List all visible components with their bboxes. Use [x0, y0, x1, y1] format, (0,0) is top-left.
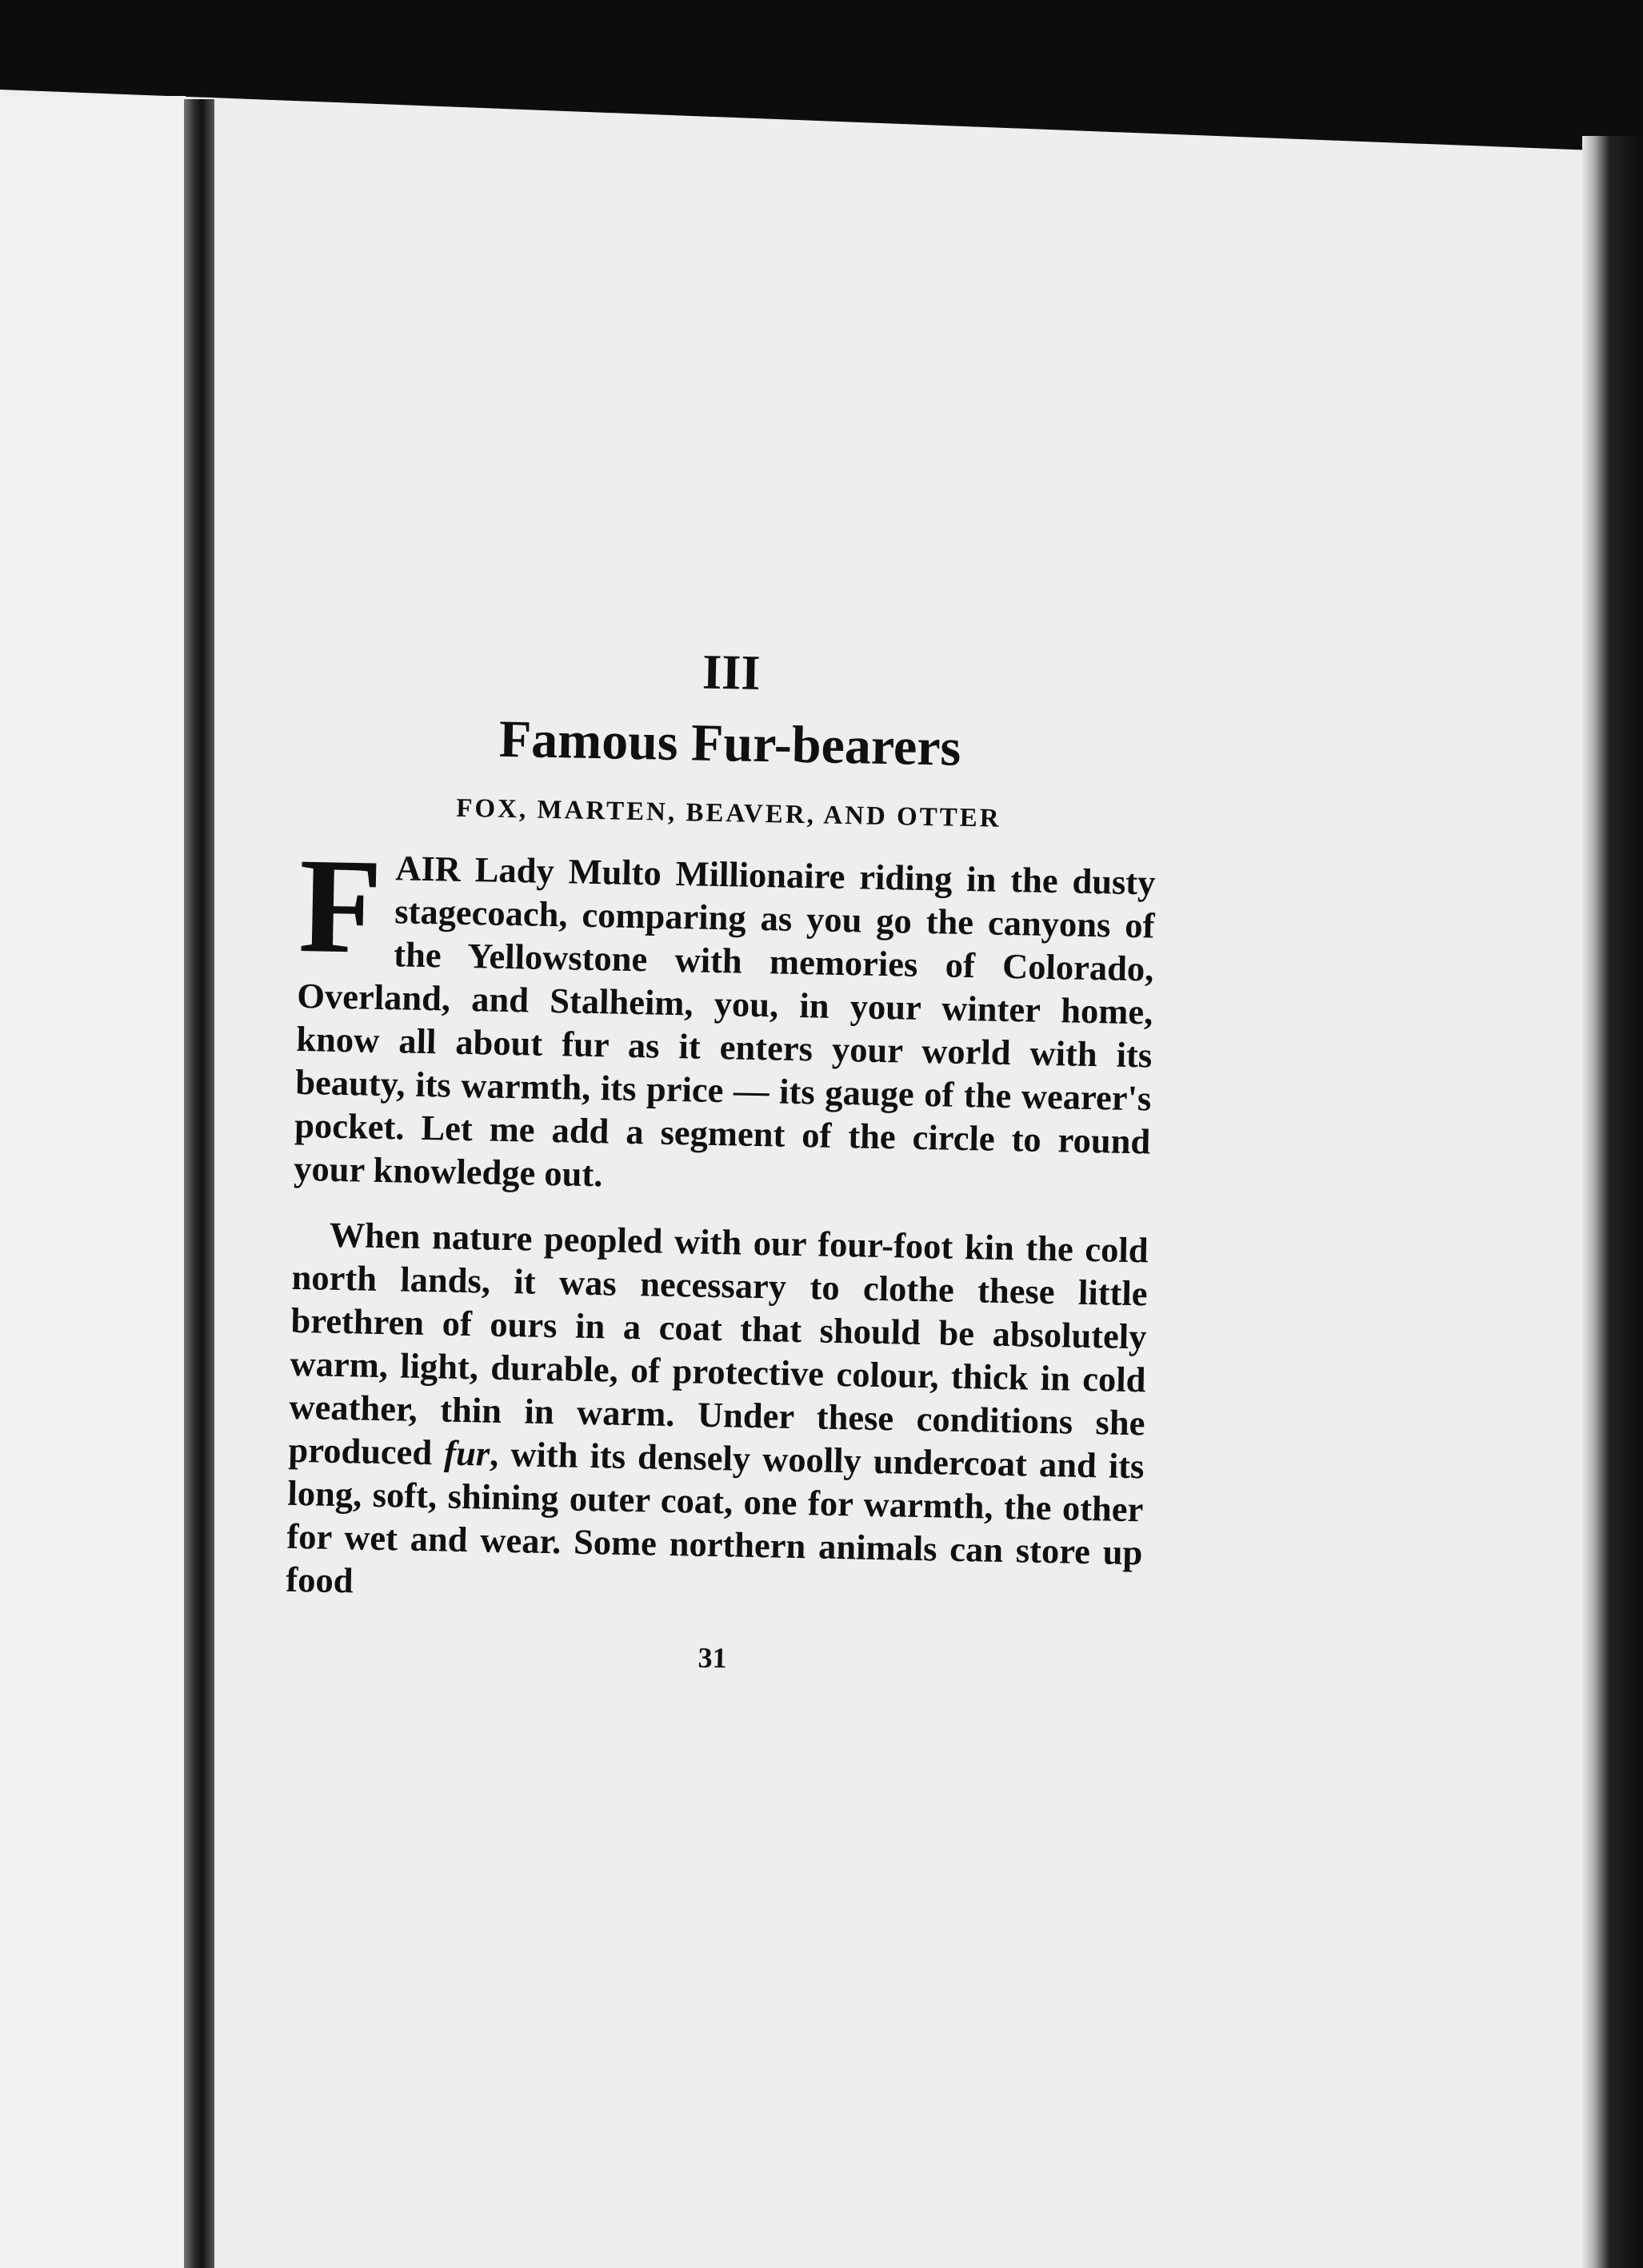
page-right-edge	[1582, 136, 1643, 2268]
paragraph-2	[286, 1212, 1149, 1616]
chapter-subtitle: FOX, MARTEN, BEAVER, AND OTTER	[455, 793, 1001, 833]
book-gutter	[184, 99, 214, 2268]
page-number: 31	[698, 1641, 728, 1674]
left-page-margin	[0, 96, 186, 2268]
paragraph-1-text: AIR Lady Multo Millionaire riding in the dusty stagecoach, comparing as you go the canyons of the Yellowstone with memories of Colorado, Overland, and Stalheim, you, in your winter home, know all about fur as it enters your world with its beauty, its warmth, its price — its gauge of the wearer's pocket. Let me add a segment of the circle to round your knowledge out.	[293, 847, 1156, 1194]
paragraph-1	[293, 829, 1156, 1206]
paragraph-2-text-a: When nature peopled with our four-foot kin the cold north lands, it was necessary to clothe these little brethren of ours in a coat that should be absolutely warm, light, durable, of protective colour, thick in cold weather, thin in warm. Under these conditions she produced	[288, 1214, 1149, 1473]
emphasis-fur: fur	[443, 1432, 490, 1474]
chapter-number: III	[702, 645, 762, 701]
chapter-title: Famous Fur-bearers	[498, 709, 961, 777]
page-text-block	[284, 640, 1159, 1683]
paragraph-2-text-b: , with its densely woolly undercoat and its long, soft, shining outer coat, one for warmth, the other for wet and wear. Some northern animals can store up food	[285, 1433, 1145, 1600]
drop-cap: F	[297, 829, 384, 982]
